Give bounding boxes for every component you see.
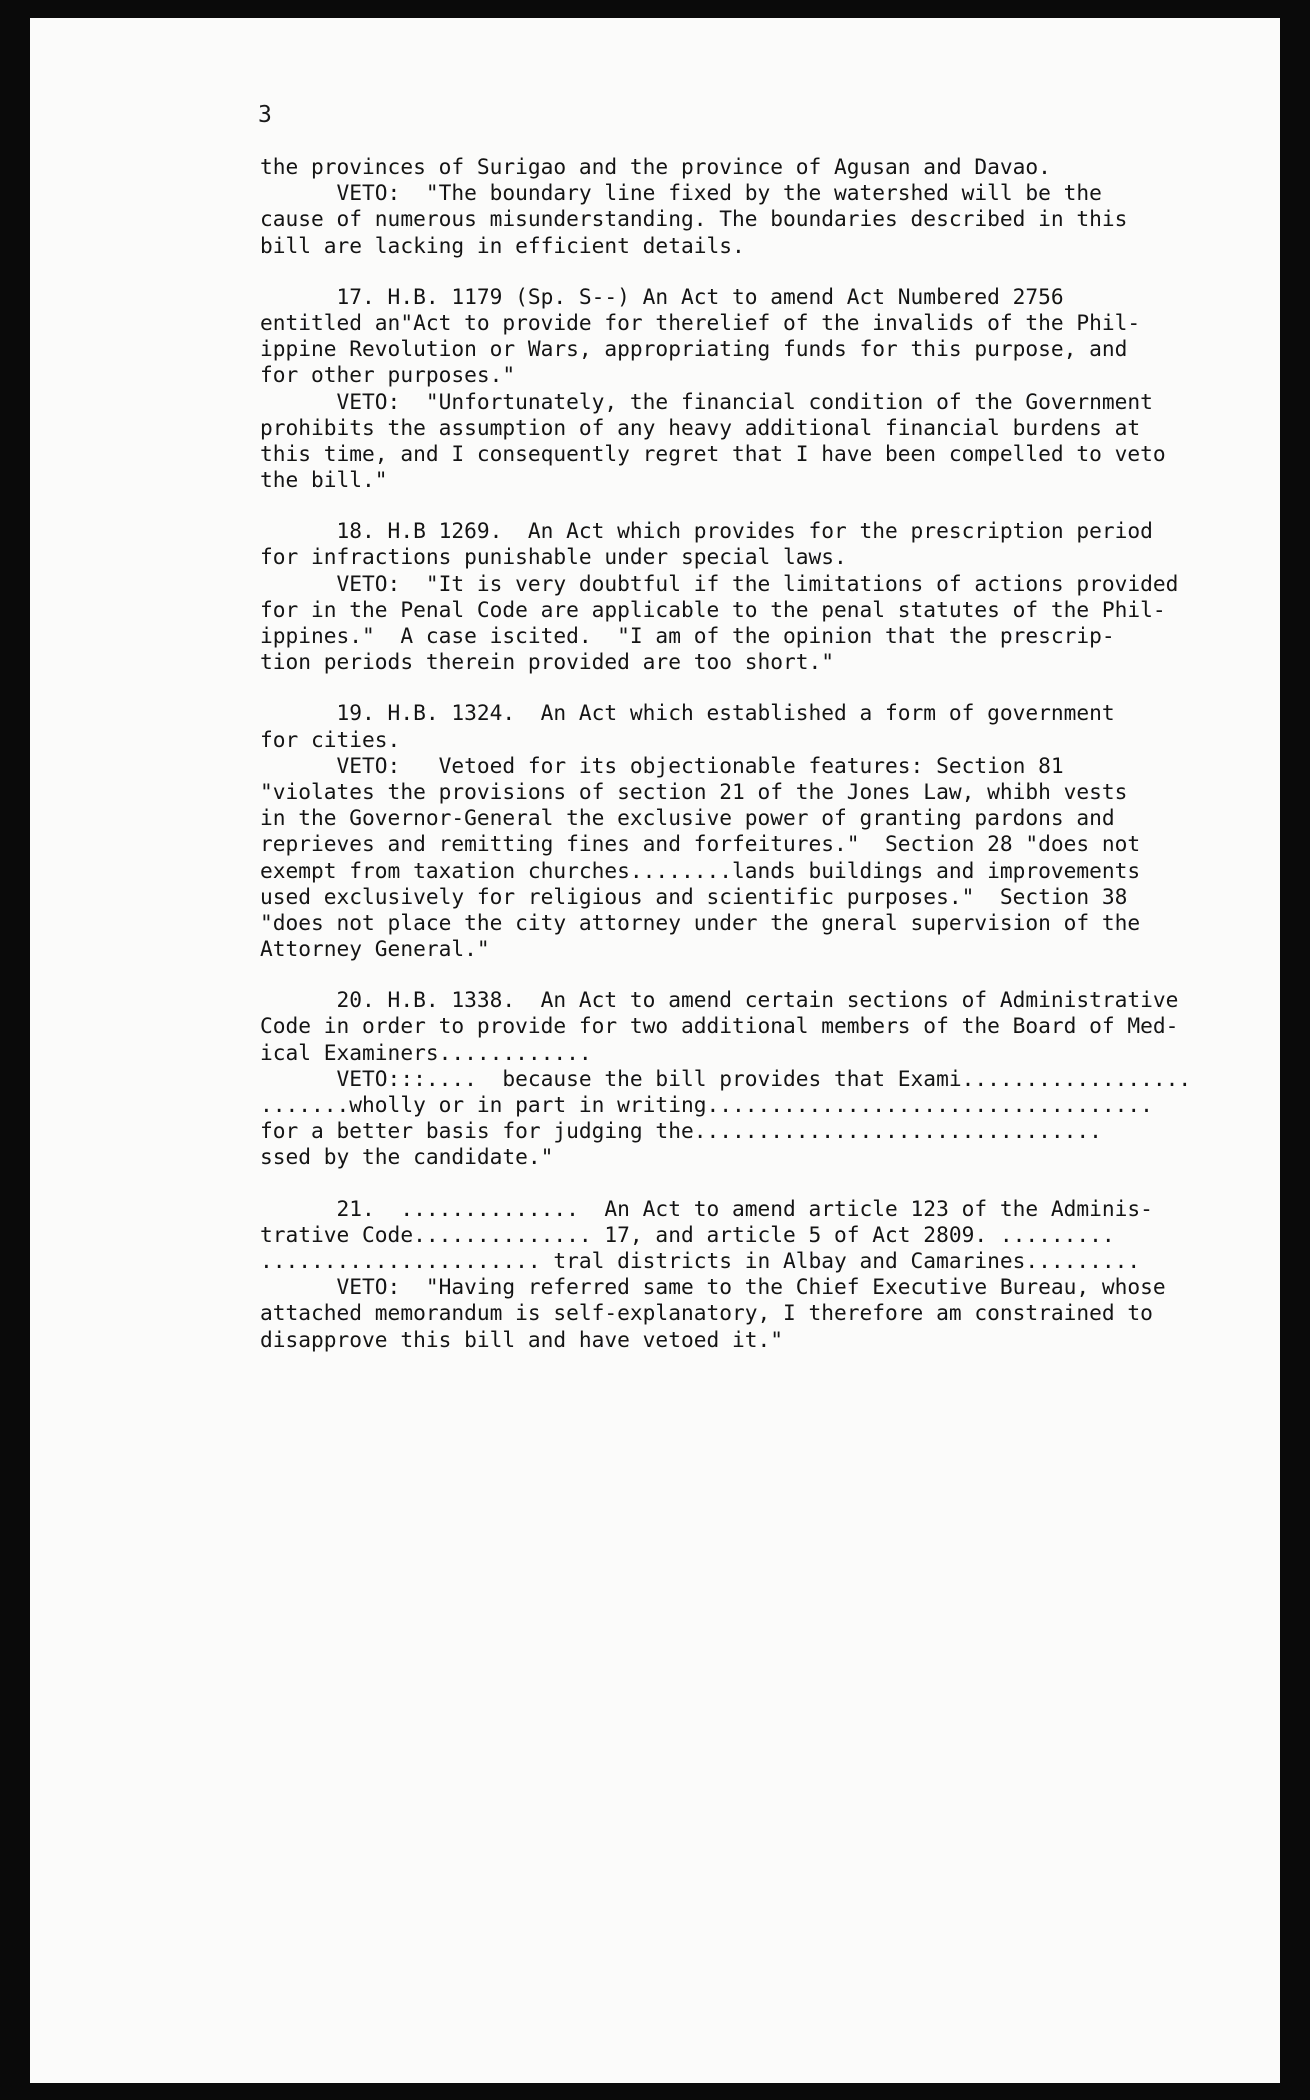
paragraph-item-18 <box>260 518 1240 675</box>
text-line: VETO: "The boundary line fixed by the watershed will be the <box>260 180 1102 206</box>
text-line: ical Examiners............ <box>260 1039 592 1065</box>
text-line: 18. H.B 1269. An Act which provides for the prescription period <box>260 518 1153 544</box>
text-line: 17. H.B. 1179 (Sp. S--) An Act to amend Act Numbered 2756 <box>260 283 1064 309</box>
text-line: tion periods therein provided are too short." <box>260 649 835 675</box>
text-line: ssed by the candidate." <box>260 1144 554 1170</box>
text-line: 20. H.B. 1338. An Act to amend certain sections of Administrative <box>260 987 1179 1013</box>
text-line: ippine Revolution or Wars, appropriating funds for this purpose, and <box>260 336 1128 362</box>
text-line: attached memorandum is self-explanatory, I therefore am constrained to <box>260 1300 1153 1326</box>
text-line: cause of numerous misunderstanding. The boundaries described in this <box>260 206 1128 232</box>
paragraph-item-20 <box>260 987 1240 1170</box>
text-line: used exclusively for religious and scientific purposes." Section 38 <box>260 883 1128 909</box>
paragraph-item-19 <box>260 700 1240 962</box>
text-line: prohibits the assumption of any heavy additional financial burdens at <box>260 414 1141 440</box>
document-body <box>260 154 1240 1378</box>
text-line: for cities. <box>260 726 401 752</box>
text-line: .......wholly or in part in writing................................... <box>260 1092 1153 1117</box>
text-line: exempt from taxation churches........lands buildings and improvements <box>260 857 1141 883</box>
text-line: reprieves and remitting fines and forfeitures." Section 28 "does not <box>260 831 1141 857</box>
text-line: this time, and I consequently regret that I have been compelled to veto <box>260 440 1166 466</box>
text-line: "does not place the city attorney under the gneral supervision of the <box>260 909 1141 935</box>
text-line: 19. H.B. 1324. An Act which established a form of government <box>260 700 1115 726</box>
text-line: "violates the provisions of section 21 of the Jones Law, whibh vests <box>260 778 1128 804</box>
text-line: VETO: "It is very doubtful if the limitations of actions provided <box>260 570 1179 596</box>
paragraph-item-21 <box>260 1196 1240 1353</box>
text-line: VETO:::.... because the bill provides that Exami.................. <box>260 1065 1192 1091</box>
paragraph-item-17 <box>260 284 1240 494</box>
text-line: VETO: "Having referred same to the Chief Executive Bureau, whose <box>260 1274 1166 1300</box>
document-page <box>30 18 1280 2083</box>
text-line: entitled an"Act to provide for therelief of the invalids of the Phil- <box>260 309 1141 335</box>
text-line: bill are lacking in efficient details. <box>260 232 745 258</box>
text-line: Code in order to provide for two additional members of the Board of Med- <box>260 1013 1179 1039</box>
text-line: the bill." <box>260 467 388 493</box>
text-line: the provinces of Surigao and the province of Agusan and Davao. <box>260 154 1051 179</box>
text-line: for in the Penal Code are applicable to the penal statutes of the Phil- <box>260 596 1166 622</box>
text-line: trative Code.............. 17, and article 5 of Act 2809. ......... <box>260 1221 1115 1247</box>
text-line: VETO: Vetoed for its objectionable features: Section 81 <box>260 752 1064 778</box>
paragraph-boundary-veto <box>260 154 1240 259</box>
text-line: for infractions punishable under special laws. <box>260 544 847 570</box>
page-number: 3 <box>258 102 272 128</box>
text-line: for other purposes." <box>260 362 516 388</box>
text-line: in the Governor-General the exclusive power of granting pardons and <box>260 805 1115 831</box>
text-line: for a better basis for judging the................................ <box>260 1118 1102 1144</box>
text-line: Attorney General." <box>260 936 490 962</box>
text-line: VETO: "Unfortunately, the financial condition of the Government <box>260 388 1153 414</box>
text-line: disapprove this bill and have vetoed it." <box>260 1326 783 1352</box>
text-line: ...................... tral districts in Albay and Camarines......... <box>260 1247 1141 1273</box>
text-line: ippines." A case iscited. "I am of the opinion that the prescrip- <box>260 623 1115 648</box>
text-line: 21. .............. An Act to amend article 123 of the Adminis- <box>260 1195 1153 1221</box>
